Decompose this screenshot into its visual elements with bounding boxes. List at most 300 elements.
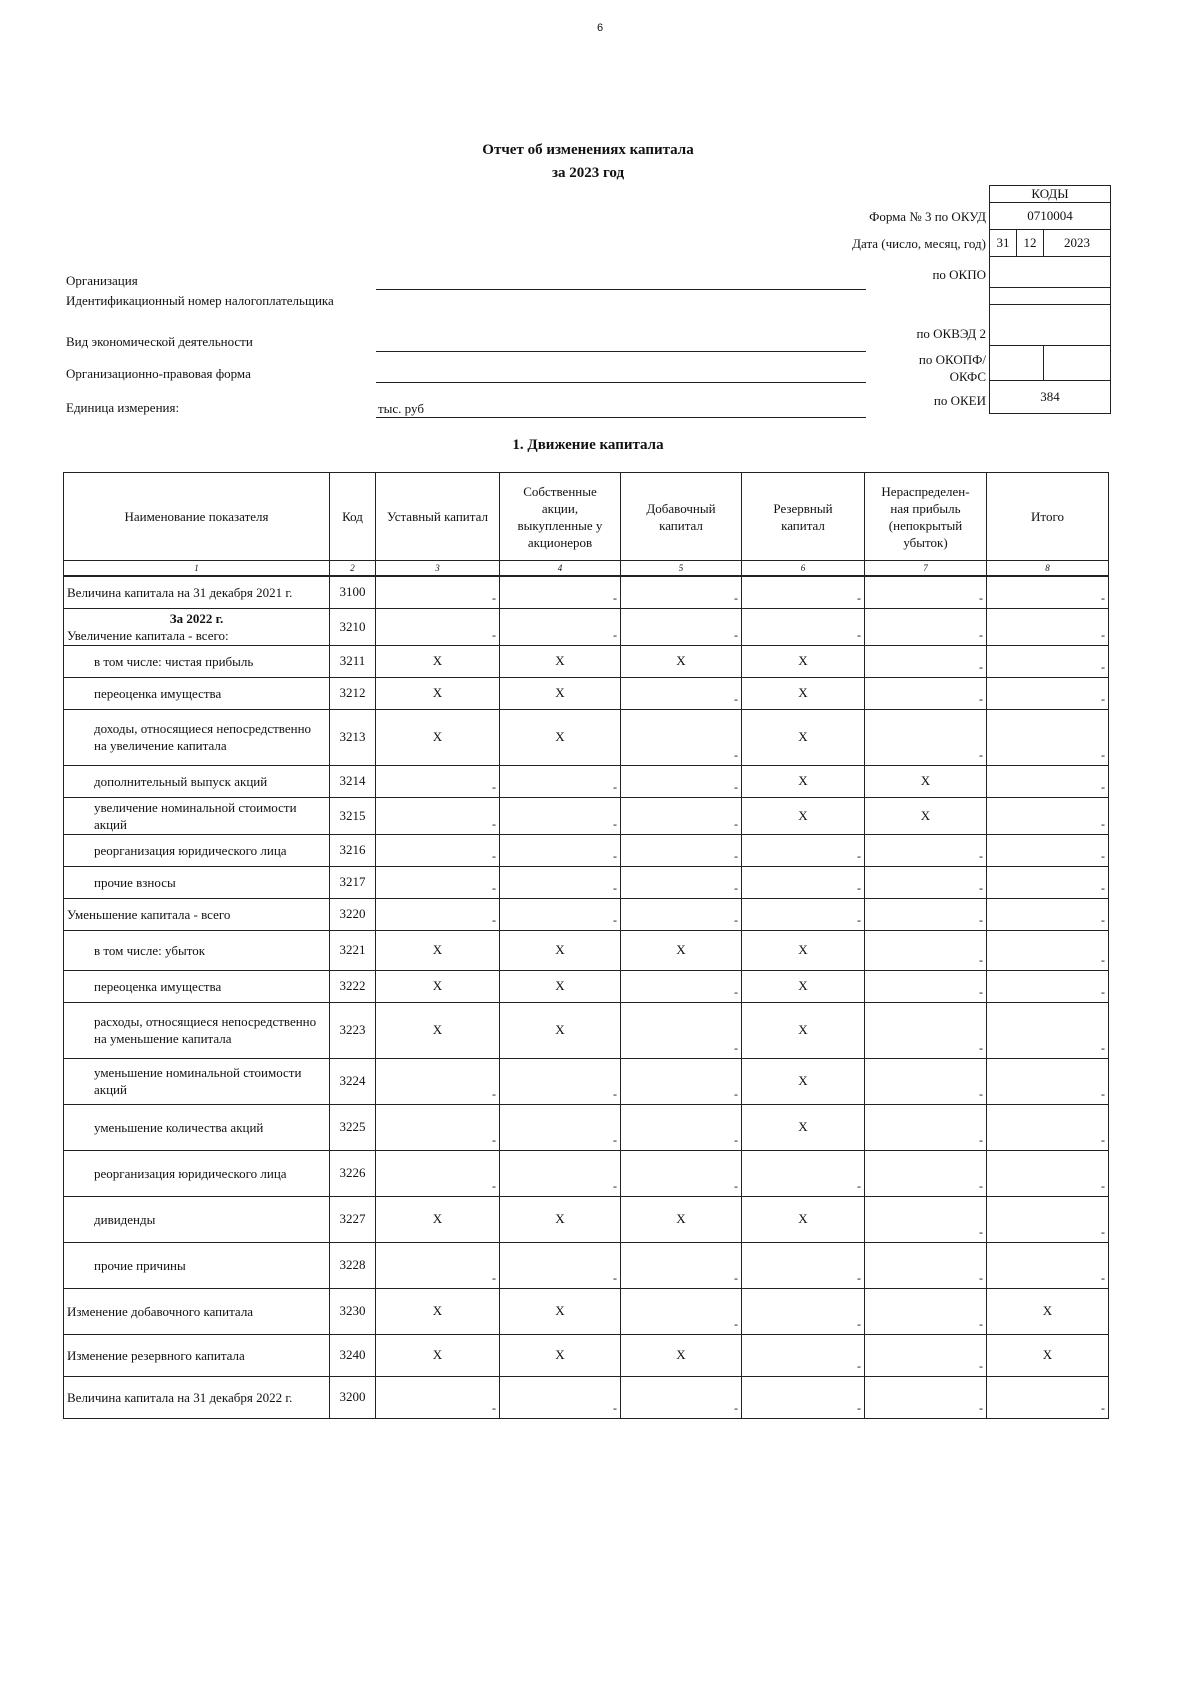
row-name [64, 765, 330, 797]
cell-value-text: - [979, 691, 983, 706]
cell-value-text: - [1101, 816, 1105, 831]
cell-not-applicable: X [742, 797, 865, 834]
cell-value-text: - [734, 627, 738, 642]
col-header-c8: Итого [987, 473, 1109, 561]
cell-value-text: - [979, 1086, 983, 1101]
row-code: 3225 [330, 1104, 376, 1150]
cell-value [621, 608, 742, 645]
table-row [64, 1150, 1109, 1196]
cell-value-text: - [1101, 912, 1105, 927]
row-name-text: расходы, относящиеся непосредственно на уменьшение капитала [94, 1014, 317, 1046]
col-header-c3: Уставный капитал [376, 473, 500, 561]
cell-value-text: - [613, 848, 617, 863]
row-code: 3230 [330, 1288, 376, 1334]
cell-value [500, 1242, 621, 1288]
row-name-text: переоценка имущества [94, 978, 222, 994]
cell-value [376, 1150, 500, 1196]
cell-value [500, 1104, 621, 1150]
cell-value-text: - [734, 1040, 738, 1055]
cell-value [865, 930, 987, 970]
report-period: за 2023 год [551, 165, 625, 181]
cell-value [987, 930, 1109, 970]
cell-not-applicable: X [500, 677, 621, 709]
cell-value [742, 608, 865, 645]
row-name [64, 1334, 330, 1376]
row-name-text: Величина капитала на 31 декабря 2021 г. [67, 584, 293, 600]
cell-not-applicable: X [376, 1288, 500, 1334]
cell-value-text: - [613, 1178, 617, 1193]
cell-value [376, 1242, 500, 1288]
cell-value-text: - [1101, 1132, 1105, 1147]
cell-value [987, 898, 1109, 930]
cell-value [742, 1150, 865, 1196]
row-code: 3216 [330, 834, 376, 866]
row-code: 3224 [330, 1058, 376, 1104]
cell-value-text: - [1101, 627, 1105, 642]
cell-value [987, 834, 1109, 866]
cell-value-text: - [857, 880, 861, 895]
cell-value-text: - [1101, 659, 1105, 674]
cell-value [376, 576, 500, 608]
table-row [64, 898, 1109, 930]
table-row [64, 1196, 1109, 1242]
cell-value-text: - [1101, 1270, 1105, 1285]
row-name-text: уменьшение номинальной стоимости акций [94, 1065, 302, 1097]
report-title: Отчет об изменениях капитала [482, 142, 694, 158]
column-number: 3 [376, 561, 500, 577]
cell-value [376, 866, 500, 898]
cell-value [987, 645, 1109, 677]
cell-value [865, 866, 987, 898]
cell-value-text: - [1101, 1086, 1105, 1101]
cell-not-applicable: X [742, 1104, 865, 1150]
row-name-text: переоценка имущества [94, 685, 222, 701]
column-number-row [64, 561, 1109, 577]
cell-value-text: - [613, 880, 617, 895]
cell-value-text: - [613, 779, 617, 794]
row-name [64, 898, 330, 930]
cell-value [987, 970, 1109, 1002]
form-okud-label: Форма № 3 по ОКУД [869, 209, 986, 224]
cell-value-text: - [979, 848, 983, 863]
cell-value [987, 677, 1109, 709]
row-name-text: дополнительный выпуск акций [94, 773, 268, 789]
col-header-code: Код [330, 473, 376, 561]
row-code: 3212 [330, 677, 376, 709]
cell-value-text: - [734, 1270, 738, 1285]
cell-value-text: - [734, 691, 738, 706]
cell-not-applicable: X [742, 970, 865, 1002]
row-code: 3222 [330, 970, 376, 1002]
cell-not-applicable: X [742, 1058, 865, 1104]
cell-value [742, 1288, 865, 1334]
cell-not-applicable: X [376, 677, 500, 709]
cell-value [987, 1058, 1109, 1104]
cell-value-text: - [857, 627, 861, 642]
cell-value [865, 1104, 987, 1150]
cell-not-applicable: X [621, 1334, 742, 1376]
cell-value [621, 1002, 742, 1058]
cell-value [621, 1104, 742, 1150]
cell-value-text: - [1101, 984, 1105, 999]
row-name-text: дивиденды [94, 1211, 156, 1227]
cell-value-text: - [734, 912, 738, 927]
cell-value [500, 834, 621, 866]
row-name [64, 645, 330, 677]
cell-value-text: - [613, 1270, 617, 1285]
row-code: 3100 [330, 576, 376, 608]
table-row [64, 797, 1109, 834]
cell-value [500, 576, 621, 608]
column-number: 1 [64, 561, 330, 577]
cell-not-applicable: X [621, 645, 742, 677]
cell-value [621, 1288, 742, 1334]
cell-value-text: - [1101, 1400, 1105, 1415]
row-code: 3220 [330, 898, 376, 930]
cell-value-text: - [979, 1132, 983, 1147]
cell-value-text: - [734, 1400, 738, 1415]
cell-value-text: - [613, 1400, 617, 1415]
cell-value-text: - [492, 912, 496, 927]
cell-value-text: - [613, 1132, 617, 1147]
cell-value-text: - [1101, 691, 1105, 706]
cell-value-text: - [613, 912, 617, 927]
cell-value [500, 866, 621, 898]
cell-not-applicable: X [500, 645, 621, 677]
cell-value-text: - [979, 952, 983, 967]
cell-value-text: - [734, 848, 738, 863]
okved-label: по ОКВЭД 2 [916, 326, 986, 341]
table-row [64, 1104, 1109, 1150]
row-name-text: Увеличение капитала - всего: [67, 627, 229, 643]
cell-value [621, 866, 742, 898]
cell-not-applicable: X [500, 930, 621, 970]
okopf-code [990, 346, 1044, 381]
date-month: 12 [1017, 230, 1044, 257]
cell-value [865, 1002, 987, 1058]
table-row [64, 1288, 1109, 1334]
row-name [64, 1196, 330, 1242]
cell-value-text: - [492, 590, 496, 605]
cell-value [987, 576, 1109, 608]
cell-value-text: - [1101, 1040, 1105, 1055]
org-label: Организация [66, 273, 138, 288]
row-code: 3211 [330, 645, 376, 677]
table-row [64, 1002, 1109, 1058]
cell-not-applicable: X [742, 709, 865, 765]
legal-form-field [376, 367, 866, 383]
cell-value [742, 1242, 865, 1288]
cell-value [621, 797, 742, 834]
cell-value [865, 645, 987, 677]
cell-value-text: - [1101, 747, 1105, 762]
cell-value-text: - [734, 984, 738, 999]
cell-value-text: - [979, 659, 983, 674]
cell-value-text: - [492, 1400, 496, 1415]
cell-value [987, 1150, 1109, 1196]
column-number: 4 [500, 561, 621, 577]
row-name [64, 576, 330, 608]
cell-value-text: - [979, 747, 983, 762]
cell-not-applicable: X [742, 645, 865, 677]
cell-value-text: - [979, 1400, 983, 1415]
row-code: 3210 [330, 608, 376, 645]
unit-label: Единица измерения: [66, 400, 180, 415]
cell-value [500, 765, 621, 797]
cell-value [500, 797, 621, 834]
okopf-label: по ОКОПФ/ ОКФС [918, 352, 986, 384]
row-name-text: реорганизация юридического лица [94, 1165, 287, 1181]
cell-value [742, 1376, 865, 1418]
cell-value-text: - [492, 1086, 496, 1101]
cell-value-text: - [613, 627, 617, 642]
capital-movement-table [63, 472, 1109, 1419]
row-name [64, 1104, 330, 1150]
row-code: 3215 [330, 797, 376, 834]
codes-title: КОДЫ [990, 186, 1111, 203]
row-name [64, 866, 330, 898]
cell-value [865, 1196, 987, 1242]
cell-value [865, 1150, 987, 1196]
row-name-text: Изменение добавочного капитала [67, 1303, 254, 1319]
row-code: 3214 [330, 765, 376, 797]
cell-value-text: - [613, 816, 617, 831]
cell-value-text: - [613, 1086, 617, 1101]
okei-code: 384 [990, 381, 1111, 414]
cell-value-text: - [979, 1316, 983, 1331]
cell-value-text: - [1101, 590, 1105, 605]
cell-value [987, 1002, 1109, 1058]
cell-value [376, 797, 500, 834]
cell-value-text: - [492, 627, 496, 642]
cell-value-text: - [857, 1270, 861, 1285]
date-year: 2023 [1044, 230, 1111, 257]
row-name-text: прочие взносы [94, 874, 176, 890]
cell-value [987, 709, 1109, 765]
cell-value-text: - [734, 747, 738, 762]
cell-value-text: - [1101, 1178, 1105, 1193]
cell-value [987, 1242, 1109, 1288]
cell-value-text: - [979, 590, 983, 605]
row-name [64, 608, 330, 645]
cell-value [621, 970, 742, 1002]
cell-value-text: - [734, 880, 738, 895]
cell-value [621, 576, 742, 608]
table-row [64, 1242, 1109, 1288]
row-name-text: доходы, относящиеся непосредственно на увеличение капитала [94, 721, 312, 753]
cell-value-text: - [492, 1270, 496, 1285]
cell-value-text: - [734, 1132, 738, 1147]
okfs-code [1044, 346, 1111, 381]
org-field [376, 274, 866, 290]
row-name [64, 1242, 330, 1288]
column-number: 7 [865, 561, 987, 577]
cell-value-text: - [613, 590, 617, 605]
okpo-label: по ОКПО [932, 267, 986, 282]
cell-not-applicable: X [376, 645, 500, 677]
cell-not-applicable: X [500, 1334, 621, 1376]
cell-value-text: - [979, 1270, 983, 1285]
cell-not-applicable: X [865, 797, 987, 834]
cell-value [865, 898, 987, 930]
table-row [64, 834, 1109, 866]
column-number: 2 [330, 561, 376, 577]
cell-value [500, 898, 621, 930]
cell-value [376, 1104, 500, 1150]
cell-value [742, 576, 865, 608]
col-header-name: Наименование показателя [64, 473, 330, 561]
inn-label: Идентификационный номер налогоплательщика [66, 293, 334, 308]
row-name [64, 1150, 330, 1196]
cell-not-applicable: X [376, 1334, 500, 1376]
cell-not-applicable: X [500, 1196, 621, 1242]
cell-value-text: - [734, 1316, 738, 1331]
cell-value-text: - [979, 1178, 983, 1193]
cell-not-applicable: X [987, 1288, 1109, 1334]
row-name [64, 1376, 330, 1418]
cell-value [376, 608, 500, 645]
column-number: 6 [742, 561, 865, 577]
cell-value [865, 576, 987, 608]
cell-value [742, 866, 865, 898]
table-row [64, 709, 1109, 765]
cell-value-text: - [492, 880, 496, 895]
col-header-c6: Резервный капитал [742, 473, 865, 561]
cell-value [500, 1058, 621, 1104]
date-label: Дата (число, месяц, год) [852, 236, 986, 251]
legal-form-label: Организационно-правовая форма [66, 366, 251, 381]
cell-value-text: - [979, 984, 983, 999]
row-code: 3227 [330, 1196, 376, 1242]
okpo-code [990, 257, 1111, 288]
cell-value [865, 1058, 987, 1104]
cell-value-text: - [857, 1316, 861, 1331]
table-row [64, 930, 1109, 970]
cell-not-applicable: X [376, 709, 500, 765]
cell-value-text: - [1101, 779, 1105, 794]
cell-value [621, 898, 742, 930]
cell-value-text: - [857, 848, 861, 863]
cell-not-applicable: X [621, 930, 742, 970]
cell-value [987, 1196, 1109, 1242]
cell-not-applicable: X [987, 1334, 1109, 1376]
table-row [64, 1376, 1109, 1418]
cell-value [865, 834, 987, 866]
row-code: 3200 [330, 1376, 376, 1418]
table-row [64, 677, 1109, 709]
cell-value-text: - [1101, 848, 1105, 863]
cell-not-applicable: X [500, 709, 621, 765]
cell-value [742, 1334, 865, 1376]
cell-value-text: - [857, 1358, 861, 1373]
cell-value-text: - [979, 1358, 983, 1373]
cell-value [621, 677, 742, 709]
row-name [64, 709, 330, 765]
codes-box [989, 185, 1111, 414]
table-row [64, 645, 1109, 677]
table-row [64, 576, 1109, 608]
cell-value [376, 765, 500, 797]
okei-label: по ОКЕИ [933, 393, 986, 408]
row-name [64, 797, 330, 834]
okved-code [990, 305, 1111, 346]
cell-not-applicable: X [500, 1288, 621, 1334]
cell-value [865, 970, 987, 1002]
cell-value [987, 1376, 1109, 1418]
cell-value [742, 834, 865, 866]
row-code: 3223 [330, 1002, 376, 1058]
column-number: 5 [621, 561, 742, 577]
cell-value [621, 1242, 742, 1288]
cell-value [865, 1242, 987, 1288]
row-code: 3217 [330, 866, 376, 898]
cell-value [376, 898, 500, 930]
cell-not-applicable: X [376, 1002, 500, 1058]
cell-value [865, 1376, 987, 1418]
cell-value-text: - [979, 627, 983, 642]
cell-not-applicable: X [742, 765, 865, 797]
cell-not-applicable: X [742, 1002, 865, 1058]
cell-value [987, 765, 1109, 797]
cell-value-text: - [1101, 952, 1105, 967]
cell-not-applicable: X [376, 1196, 500, 1242]
section-title: 1. Движение капитала [512, 437, 664, 453]
cell-value-text: - [492, 1132, 496, 1147]
cell-value-text: - [1101, 1224, 1105, 1239]
cell-not-applicable: X [500, 970, 621, 1002]
column-number: 8 [987, 561, 1109, 577]
cell-value-text: - [1101, 880, 1105, 895]
cell-value [500, 1150, 621, 1196]
cell-value [987, 797, 1109, 834]
page-number: 6 [596, 22, 604, 34]
row-name-text: реорганизация юридического лица [94, 842, 287, 858]
cell-value [500, 608, 621, 645]
cell-value-text: - [492, 779, 496, 794]
cell-value [621, 709, 742, 765]
cell-not-applicable: X [742, 1196, 865, 1242]
cell-value-text: - [492, 816, 496, 831]
row-name-text: прочие причины [94, 1257, 186, 1273]
cell-value-text: - [857, 912, 861, 927]
row-name-text: увеличение номинальной стоимости акций [94, 799, 297, 832]
row-name [64, 1288, 330, 1334]
inn-code [990, 288, 1111, 305]
cell-not-applicable: X [376, 970, 500, 1002]
row-name [64, 834, 330, 866]
row-code: 3226 [330, 1150, 376, 1196]
cell-not-applicable: X [742, 677, 865, 709]
cell-value [987, 1104, 1109, 1150]
row-name-text: в том числе: убыток [94, 942, 206, 958]
cell-not-applicable: X [376, 930, 500, 970]
cell-value [865, 677, 987, 709]
col-header-c4: Собственные акции, выкупленные у акционеров [500, 473, 621, 561]
cell-value [865, 709, 987, 765]
table-row [64, 608, 1109, 645]
activity-field [376, 336, 866, 352]
row-name-text: уменьшение количества акций [94, 1119, 264, 1135]
row-name [64, 970, 330, 1002]
cell-not-applicable: X [742, 930, 865, 970]
cell-value-text: - [857, 1400, 861, 1415]
col-header-c7: Нераспределен-ная прибыль (непокрытый убыток) [865, 473, 987, 561]
row-name [64, 1058, 330, 1104]
row-code: 3221 [330, 930, 376, 970]
cell-value [621, 1058, 742, 1104]
cell-value [621, 834, 742, 866]
cell-value [987, 866, 1109, 898]
